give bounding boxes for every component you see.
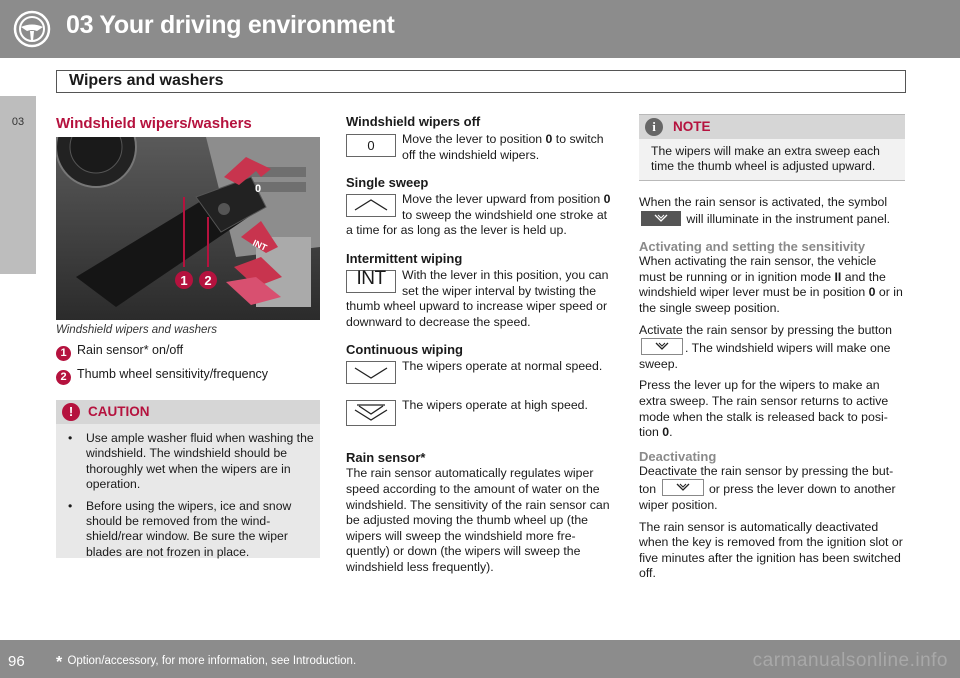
normal-speed-icon (346, 361, 396, 384)
wipers-off-text-end: to switch off the windshield wipers. (402, 132, 604, 162)
position-value: 0 (662, 425, 670, 440)
section-title-bar (56, 70, 906, 93)
rain-sensor-heading: Rain sensor* (346, 450, 426, 466)
caution-title: CAUTION (88, 404, 150, 419)
single-sweep-heading: Single sweep (346, 175, 429, 191)
chapter-side-tab-label: 03 (11, 116, 25, 128)
activating-text: . (669, 425, 673, 440)
rain-sensor-text: The rain sensor automatically regulates wiper speed according to the amount of water on the windshield. The sensitivity of the rain sensor can be adjusted moving the thumb wheel up (the wipers will sweep the windshield more fre-quently) or down (the wipers will sweep the windshield less frequently). (346, 466, 610, 574)
legend-badge: 1 (56, 346, 71, 361)
wipers-washers-heading: Windshield wipers/washers (56, 115, 252, 132)
activating-text: . The windshield wipers will make one sweep. (639, 341, 891, 371)
footer-note (56, 654, 356, 672)
rain-sensor-button-icon (641, 338, 683, 355)
warning-icon: ! (62, 403, 80, 421)
normal-speed-text: The wipers operate at normal speed. (402, 359, 603, 374)
ignition-mode-value: II (834, 269, 842, 284)
continuous-heading: Continuous wiping (346, 342, 463, 358)
high-speed-text: The wipers operate at high speed. (402, 398, 588, 413)
activating-text: or in the single sweep position. (639, 285, 903, 315)
legend-item (56, 343, 183, 361)
legend-badge: 2 (56, 370, 71, 385)
photo-badge-2: 2 (204, 273, 212, 288)
right-column (639, 114, 905, 582)
intermittent-heading: Intermittent wiping (346, 250, 463, 266)
deactivating-paragraph-1 (639, 464, 905, 514)
page-footer (0, 640, 960, 678)
steering-wheel-icon (13, 10, 51, 48)
position-zero-text: 0 (367, 138, 375, 153)
caution-list (64, 431, 314, 566)
photo-label-int: INT (251, 237, 269, 253)
single-sweep-text: Move the lever upward from position (402, 192, 604, 207)
position-value: 0 (868, 285, 876, 300)
page-number: 96 (8, 653, 25, 670)
position-value: 0 (603, 192, 611, 207)
deactivating-text: Deactivate the rain sensor by pressing the but-ton (639, 463, 894, 497)
middle-column (346, 114, 614, 576)
legend-text: Thumb wheel sensitivity/frequency (77, 367, 269, 381)
rain-symbol-paragraph (639, 195, 905, 227)
asterisk-icon: * (56, 654, 63, 671)
continuous-normal-block (346, 359, 614, 386)
deactivating-heading: Deactivating (639, 448, 717, 464)
chapter-header-bar (0, 0, 960, 58)
photo-caption: Windshield wipers and washers (56, 324, 217, 336)
continuous-high-block (346, 398, 614, 428)
int-symbol-text: INT (356, 267, 386, 289)
wipers-off-block (346, 132, 614, 163)
rain-symbol-text-end: will illuminate in the instrument panel. (683, 211, 891, 226)
wiper-lever-photo (56, 137, 320, 320)
photo-label-0: 0 (255, 183, 262, 195)
activating-paragraph-1 (639, 254, 905, 316)
note-box (639, 114, 905, 181)
section-title: Wipers and washers (69, 72, 224, 89)
activating-text: Press the lever up for the wipers to make an extra sweep. The rain sensor returns to active mode when the stalk is released back to posi-tion (639, 378, 889, 440)
rain-symbol-text: When the rain sensor is activated, the symbol (639, 195, 888, 209)
footer-note-text: Option/accessory, for more information, see Introduction. (67, 655, 357, 667)
single-sweep-block (346, 192, 614, 239)
caution-header (56, 400, 320, 424)
position-zero-symbol (346, 134, 396, 157)
legend-text: Rain sensor* on/off (77, 343, 184, 357)
note-header (639, 115, 905, 139)
caution-item: • Use ample washer fluid when washing the windshield. The windshield should be thoroughly wet when the wipers are in operation. (64, 431, 314, 493)
activating-paragraph-2 (639, 323, 905, 373)
single-sweep-icon (346, 194, 396, 217)
int-symbol (346, 267, 396, 293)
note-text: The wipers will make an extra sweep each time the thumb wheel is adjusted upward. (651, 144, 880, 173)
activating-text: Activate the rain sensor by pressing the button (639, 322, 892, 337)
wipers-off-heading: Windshield wipers off (346, 114, 481, 129)
photo-badge-1: 1 (180, 273, 188, 288)
note-title: NOTE (673, 119, 711, 134)
activating-text: When activating the rain sensor, the vehicle must be running or in ignition mode (639, 254, 877, 284)
wipers-off-text: Move the lever to position (402, 132, 546, 146)
chapter-title: 03 Your driving environment (66, 11, 395, 39)
activating-heading: Activating and setting the sensitivity (639, 239, 866, 255)
info-icon: i (645, 118, 663, 136)
rain-sensor-button-icon (662, 479, 704, 496)
deactivating-paragraph-2: The rain sensor is automatically deactivated when the key is removed from the ignition slot or five minutes after the ignition has been switched off. (639, 519, 903, 581)
rain-sensor-indicator-icon (641, 211, 681, 226)
caution-item: • Before using the wipers, ice and snow should be removed from the wind-shield/rear window. Be sure the wiper blades are not frozen in place. (64, 499, 314, 561)
single-sweep-text-end: to sweep the windshield one stroke at a time for as long as the lever is held up. (346, 207, 608, 238)
activating-text: and the windshield wiper lever must be in position (639, 269, 886, 300)
deactivating-text: or press the lever down to another wiper position. (639, 482, 896, 512)
intermittent-text: With the lever in this position, you can set the wiper interval by twisting the thumb wheel upward to increase wiper speed or downward to decrease the speed. (346, 267, 609, 329)
legend-item (56, 367, 268, 385)
watermark-text: carmanualsonline.info (752, 650, 948, 671)
caution-box (56, 400, 320, 558)
activating-paragraph-3 (639, 378, 905, 440)
high-speed-icon (346, 400, 396, 426)
intermittent-block (346, 268, 614, 330)
position-value: 0 (545, 132, 553, 146)
